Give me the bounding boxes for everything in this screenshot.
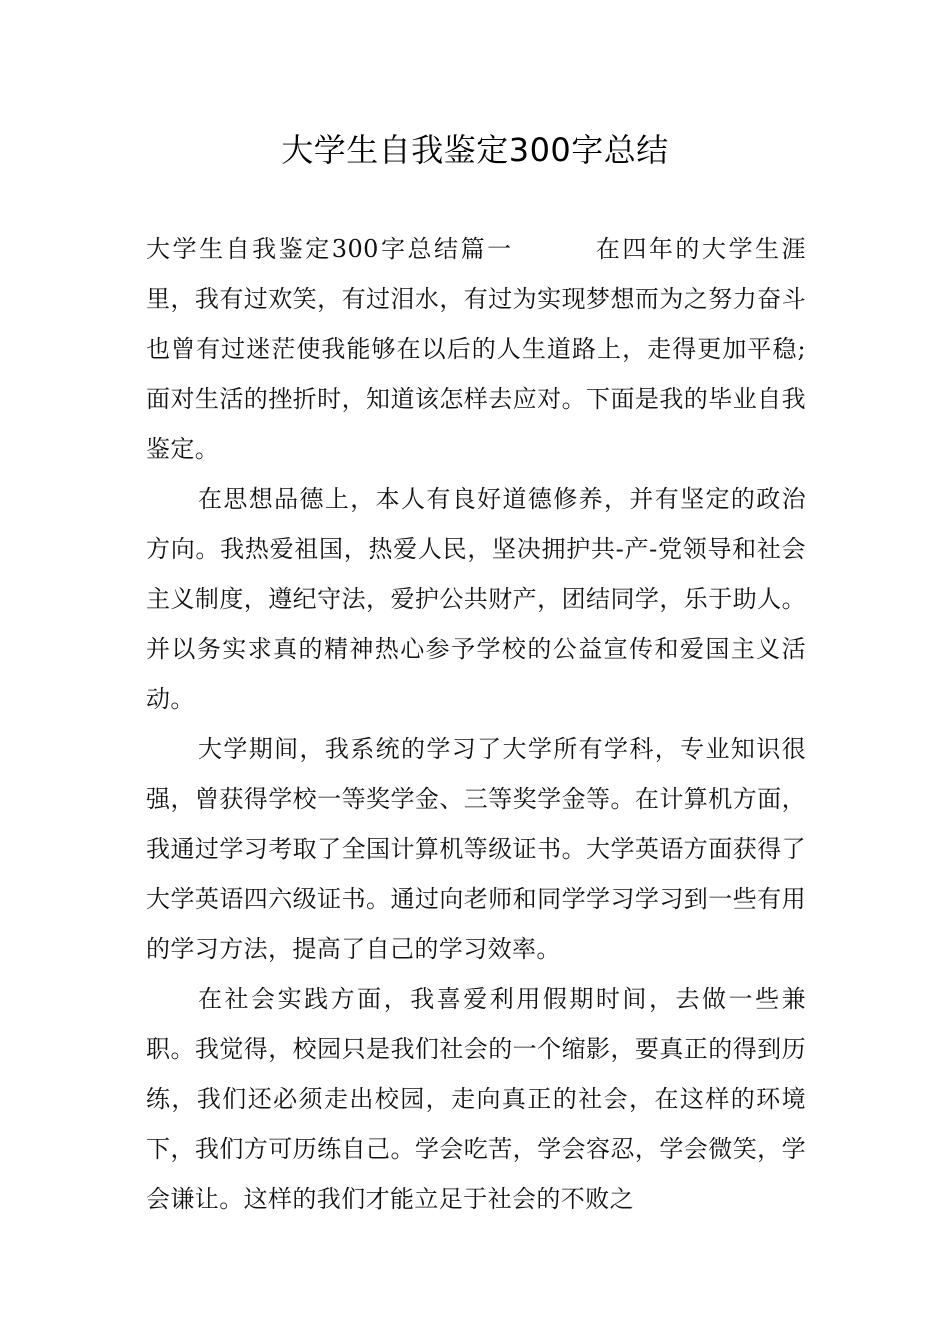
paragraph-2: 在思想品德上，本人有良好道德修养，并有坚定的政治方向。我热爱祖国，热爱人民，坚决拥护共-产-党领导和社会主义制度，遵纪守法，爱护公共财产，团结同学，乐于助人。并以务实求真的精神热心参予学校的公益宣传和爱国主义活动。 xyxy=(146,485,806,713)
document-title: 大学生自我鉴定300字总结 xyxy=(281,131,669,169)
paragraph-1-text: 在四年的大学生涯里，我有过欢笑，有过泪水，有过为实现梦想而为之努力奋斗也曾有过迷茫使我能够在以后的人生道路上，走得更加平稳;面对生活的挫折时，知道该怎样去应对。下面是我的毕业自我鉴定。 xyxy=(146,235,806,463)
paragraph-4: 在社会实践方面，我喜爱利用假期时间，去做一些兼职。我觉得，校园只是我们社会的一个缩影，要真正的得到历练，我们还必须走出校园，走向真正的社会，在这样的环境下，我们方可历练自己。学会吃苦，学会容忍，学会微笑，学会谦让。这样的我们才能立足于社会的不败之 xyxy=(146,985,806,1213)
section-heading: 大学生自我鉴定300字总结篇一 xyxy=(146,235,514,263)
paragraph-3: 大学期间，我系统的学习了大学所有学科，专业知识很强，曾获得学校一等奖学金、三等奖学金等。在计算机方面，我通过学习考取了全国计算机等级证书。大学英语方面获得了大学英语四六级证书。通过向老师和同学学习学习到一些有用的学习方法，提高了自己的学习效率。 xyxy=(146,735,806,963)
paragraph-1 xyxy=(146,224,806,474)
document-body xyxy=(146,224,806,1224)
